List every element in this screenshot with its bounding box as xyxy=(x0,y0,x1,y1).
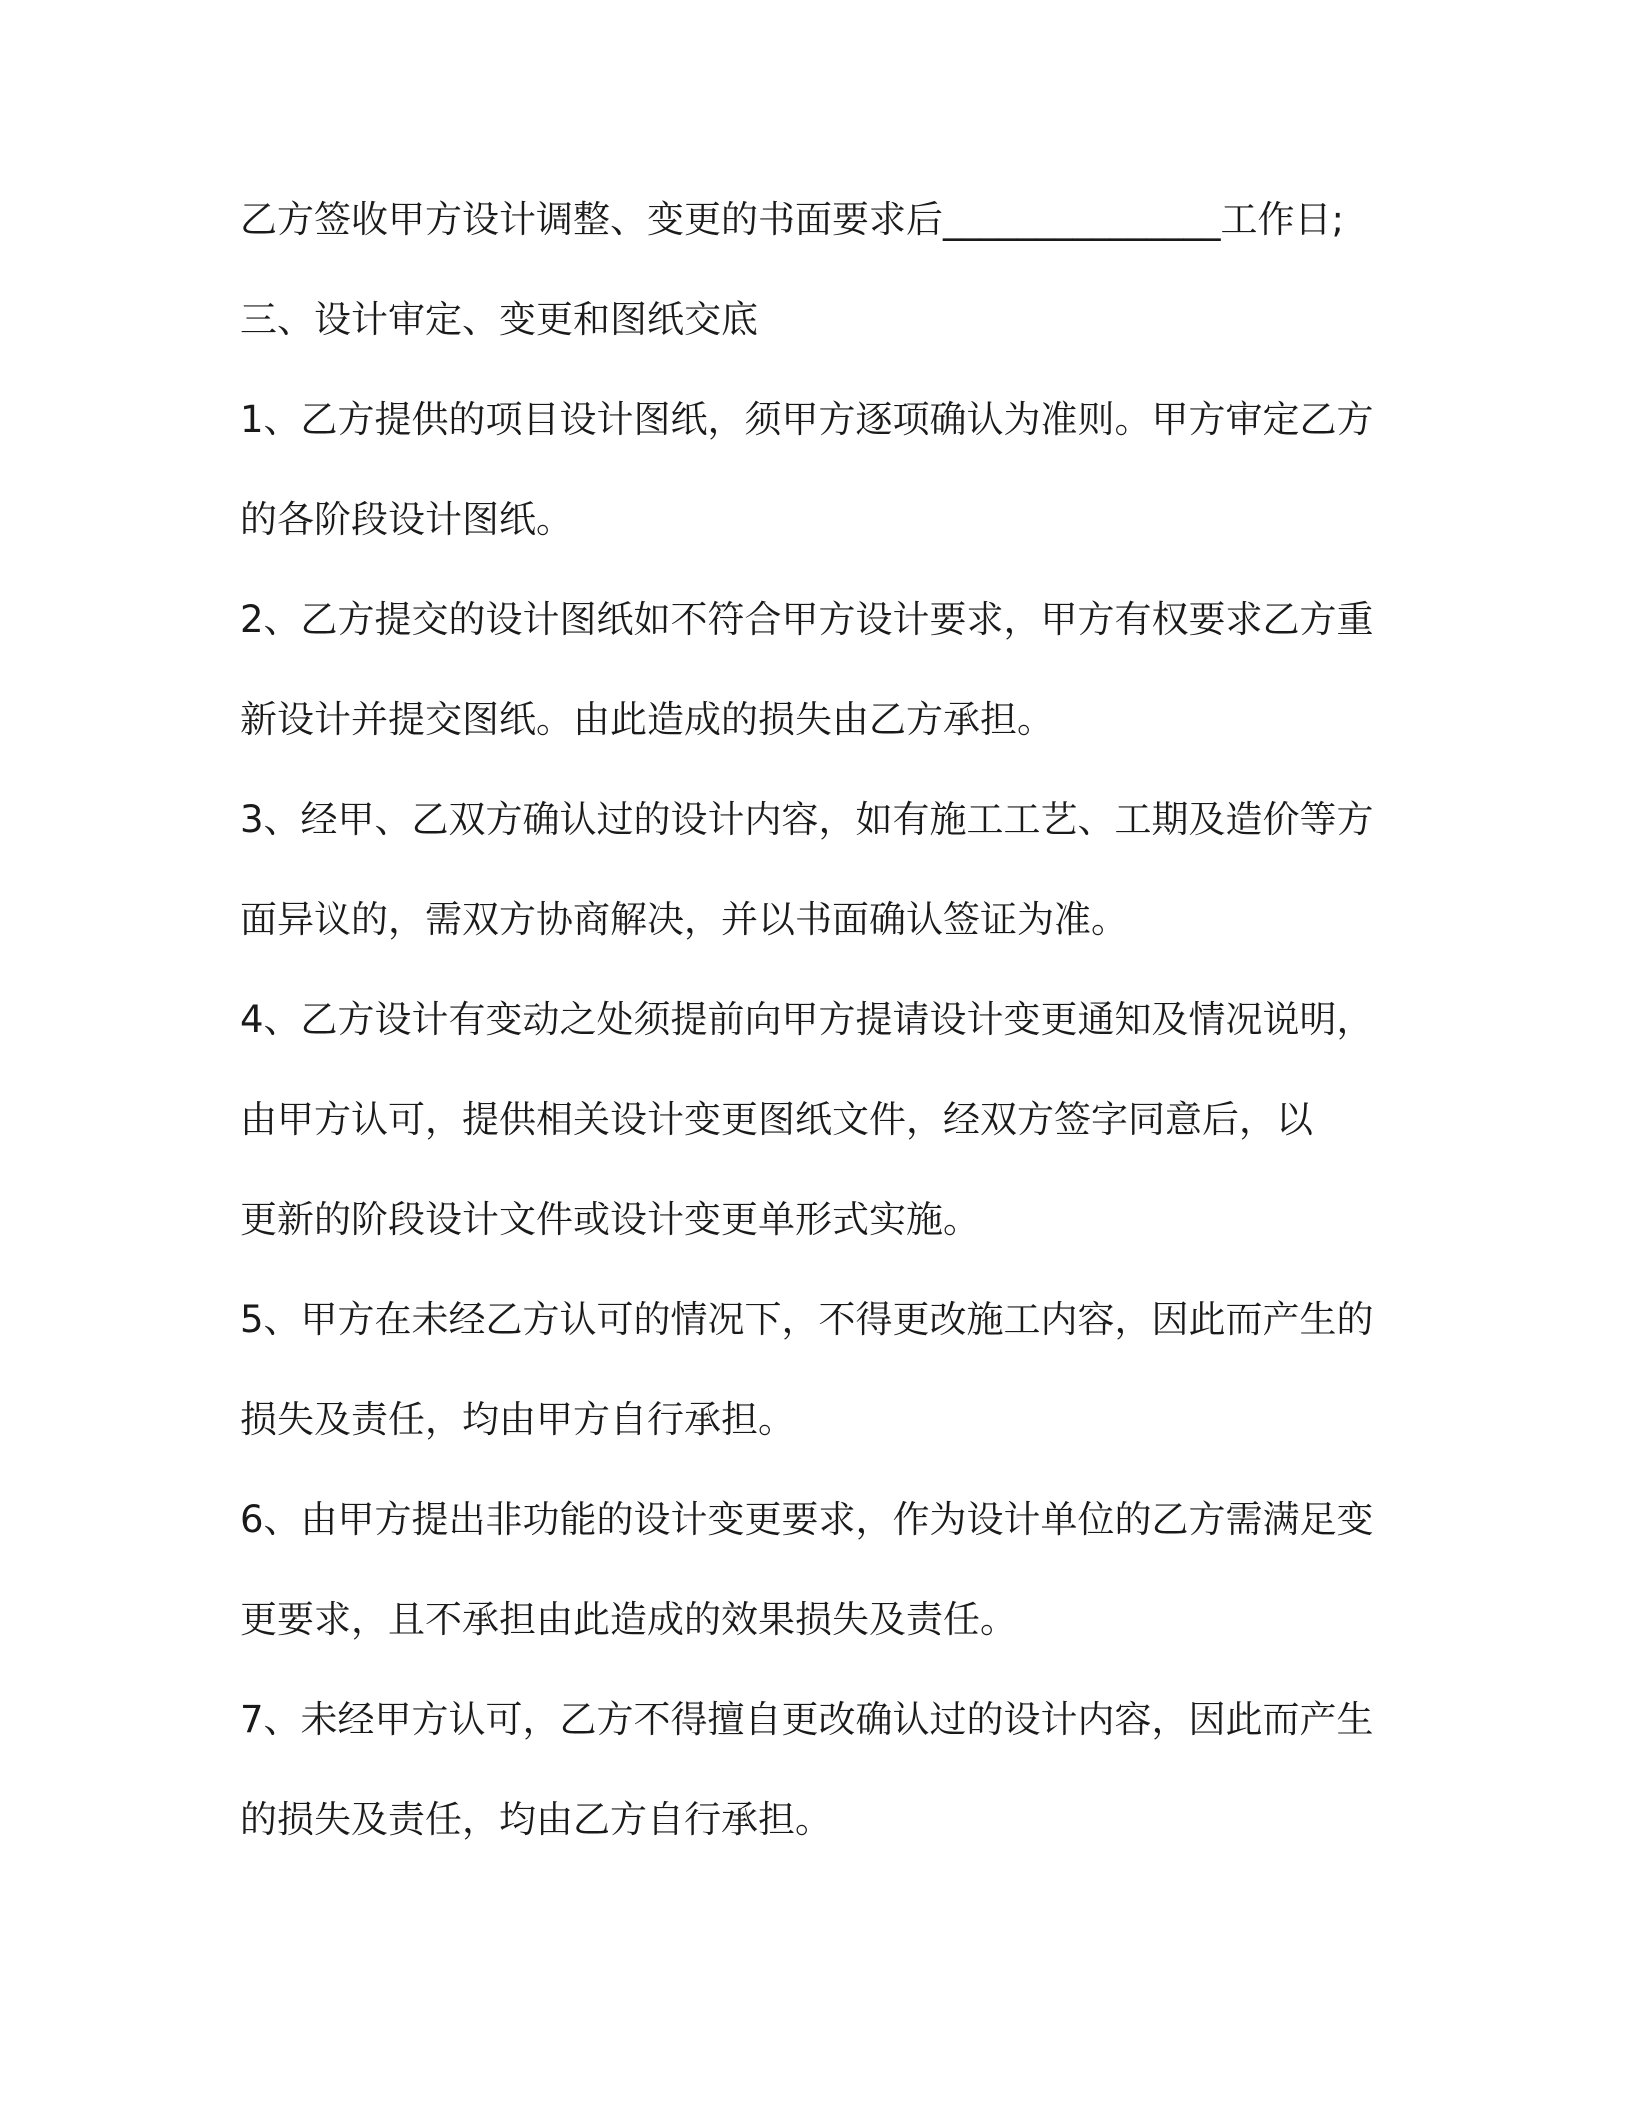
clause-1-line-1: 1、乙方提供的项目设计图纸，须甲方逐项确认为准则。甲方审定乙方 xyxy=(240,398,1374,441)
clause-4-line-3: 更新的阶段设计文件或设计变更单形式实施。 xyxy=(240,1198,980,1241)
clause-4-line-1: 4、乙方设计有变动之处须提前向甲方提请设计变更通知及情况说明， xyxy=(240,998,1374,1041)
clause-7-line-1: 7、未经甲方认可，乙方不得擅自更改确认过的设计内容，因此而产生 xyxy=(240,1698,1374,1741)
clause-3-line-2: 面异议的，需双方协商解决，并以书面确认签证为准。 xyxy=(240,898,1128,941)
clause-6-line-1: 6、由甲方提出非功能的设计变更要求，作为设计单位的乙方需满足变 xyxy=(240,1498,1374,1541)
clause-2-line-1: 2、乙方提交的设计图纸如不符合甲方设计要求，甲方有权要求乙方重 xyxy=(240,598,1374,641)
clause-7-line-2: 的损失及责任，均由乙方自行承担。 xyxy=(240,1798,832,1841)
clause-1-line-2: 的各阶段设计图纸。 xyxy=(240,498,573,541)
clause-2-line-2: 新设计并提交图纸。由此造成的损失由乙方承担。 xyxy=(240,698,1054,741)
text-line-sign-deadline: 乙方签收甲方设计调整、变更的书面要求后_______________工作日; xyxy=(240,198,1344,241)
section-heading-design-review: 三、设计审定、变更和图纸交底 xyxy=(240,298,758,341)
clause-5-line-1: 5、甲方在未经乙方认可的情况下，不得更改施工内容，因此而产生的 xyxy=(240,1298,1374,1341)
clause-5-line-2: 损失及责任，均由甲方自行承担。 xyxy=(240,1398,795,1441)
clause-3-line-1: 3、经甲、乙双方确认过的设计内容，如有施工工艺、工期及造价等方 xyxy=(240,798,1374,841)
clause-6-line-2: 更要求，且不承担由此造成的效果损失及责任。 xyxy=(240,1598,1017,1641)
clause-4-line-2: 由甲方认可，提供相关设计变更图纸文件，经双方签字同意后，以 xyxy=(240,1098,1313,1141)
